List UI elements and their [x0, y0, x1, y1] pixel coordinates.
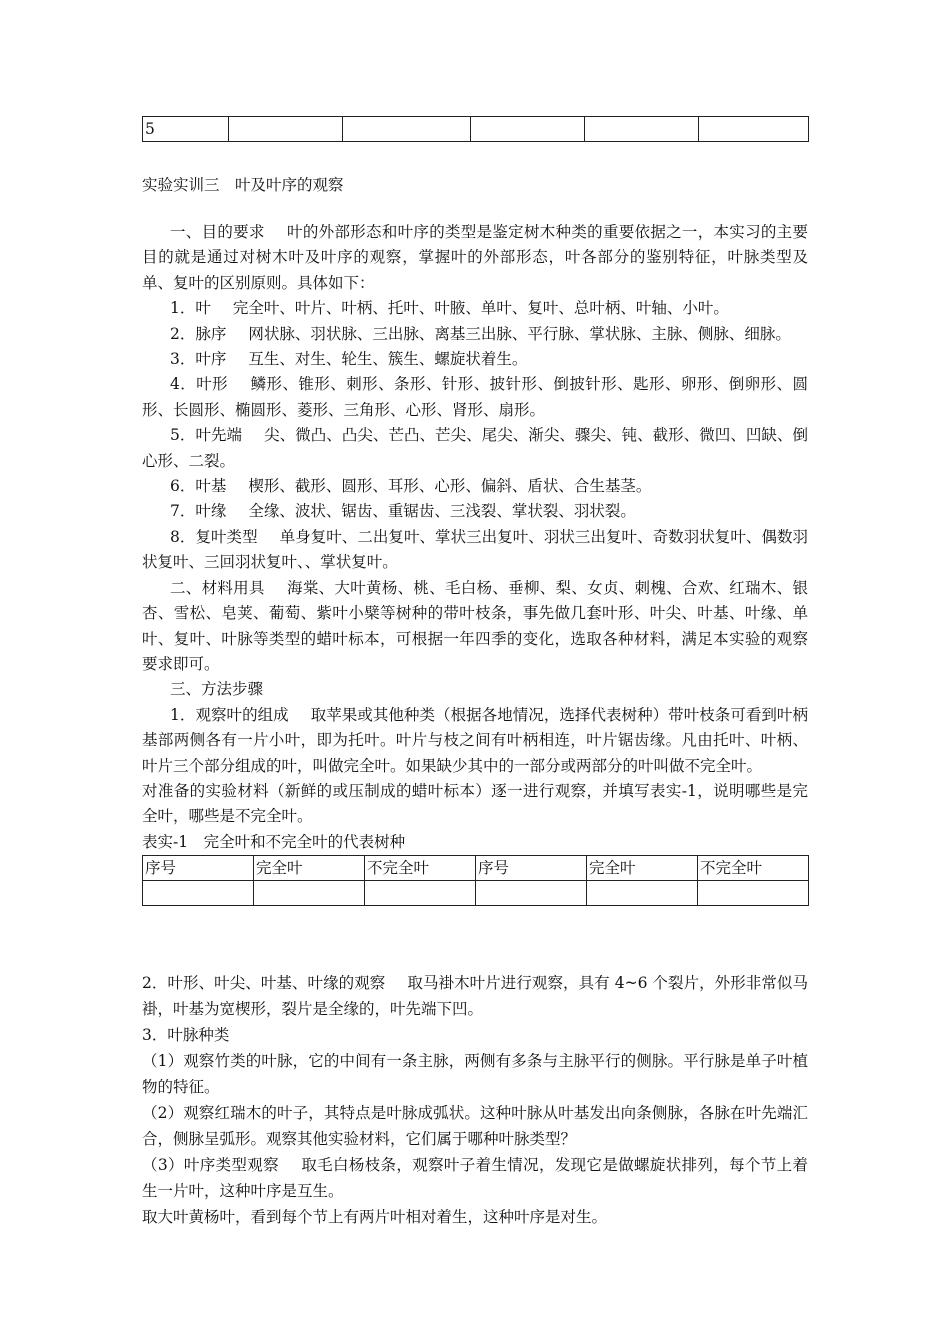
table-cell: [476, 881, 587, 906]
table-cell: [254, 881, 365, 906]
paragraph-step1: 1．观察叶的组成 取苹果或其他种类（根据各地情况，选择代表树种）带叶枝条可看到叶柄基部两侧各有一片小叶，即为托叶。叶片与枝之间有叶柄相连，叶片锯齿缘。凡由托叶、叶柄、叶片三个部分组成的叶，叫做完全叶。如果缺少其中的一部分或两部分的叶叫做不完全叶。: [142, 705, 808, 775]
list-item: 4．叶形 鳞形、锥形、刺形、条形、针形、披针形、倒披针形、匙形、卵形、倒卵形、圆形、长圆形、椭圆形、菱形、三角形、心形、肾形、扇形。: [142, 375, 808, 419]
list-item: 3．叶序 互生、对生、轮生、簇生、螺旋状着生。: [170, 350, 528, 369]
table-cell: [343, 117, 471, 142]
table-header-cell: 完全叶: [587, 856, 698, 881]
table-row: [143, 881, 809, 906]
table-cell: [229, 117, 343, 142]
table-cell: [365, 881, 476, 906]
document-body: [142, 220, 808, 906]
list-item: 7．叶缘 全缘、波状、锯齿、重锯齿、三浅裂、掌状裂、羽状裂。: [170, 502, 636, 521]
paragraph-step2: 2．叶形、叶尖、叶基、叶缘的观察 取马褂木叶片进行观察，具有 4~6 个裂片，外形非常似马褂，叶基为宽楔形，裂片是全缘的，叶先端下凹。: [142, 974, 808, 1018]
list-item: 2．脉序 网状脉、羽状脉、三出脉、离基三出脉、平行脉、掌状脉、主脉、侧脉、细脉。: [170, 324, 791, 343]
table-cell: [587, 881, 698, 906]
species-table: [142, 855, 809, 906]
heading-methods: 三、方法步骤: [170, 680, 264, 699]
paragraph-venation-1: （1）观察竹类的叶脉，它的中间有一条主脉，两侧有多条与主脉平行的侧脉。平行脉是单子叶植物的特征。: [142, 1052, 808, 1096]
table-header-cell: 完全叶: [254, 856, 365, 881]
table-header-row: [143, 856, 809, 881]
table-header-cell: 不完全叶: [698, 856, 809, 881]
heading-step3: 3．叶脉种类: [142, 1026, 230, 1044]
list-item: 5．叶先端 尖、微凸、凸尖、芒凸、芒尖、尾尖、渐尖、骤尖、钝、截形、微凹、凹缺、倒心形、二裂。: [142, 426, 808, 470]
table-cell: [471, 117, 585, 142]
list-item: 6．叶基 楔形、截形、圆形、耳形、心形、偏斜、盾状、合生基茎。: [170, 477, 652, 496]
list-item: 8．复叶类型 单身复叶、二出复叶、掌状三出复叶、羽状三出复叶、奇数羽状复叶、偶数羽状复叶、三回羽状复叶、、掌状复叶。: [142, 527, 808, 572]
table-cell-row-label: 5: [143, 117, 229, 142]
heading-objectives: 一、目的要求: [170, 223, 265, 241]
table-header-cell: 序号: [143, 856, 254, 881]
top-table: [142, 116, 809, 142]
table-cell: [143, 881, 254, 906]
heading-materials: 二、材料用具: [170, 578, 265, 597]
paragraph-phyllotaxy: （3）叶序类型观察 取毛白杨枝条，观察叶子着生情况，发现它是做螺旋状排列，每个节上着生一片叶，这种叶序是互生。: [142, 1156, 808, 1200]
section-title: 实验实训三 叶及叶序的观察: [142, 176, 344, 194]
paragraph-step1-note: 对准备的实验材料（新鲜的或压制成的蜡叶标本）逐一进行观察，并填写表实-1，说明哪些是完全叶，哪些是不完全叶。: [142, 781, 808, 826]
table-cell: [585, 117, 699, 142]
table-header-cell: 不完全叶: [365, 856, 476, 881]
paragraph-opposite: 取大叶黄杨叶，看到每个节上有两片叶相对着生，这种叶序是对生。: [142, 1208, 608, 1226]
table-cell: [699, 117, 809, 142]
list-item: 1．叶 完全叶、叶片、叶柄、托叶、叶腋、单叶、复叶、总叶柄、叶轴、小叶。: [170, 299, 729, 318]
paragraph-venation-2: （2）观察红瑞木的叶子，其特点是叶脉成弧状。这种叶脉从叶基发出向条侧脉，各脉在叶先端汇合，侧脉呈弧形。观察其他实验材料，它们属于哪种叶脉类型？: [142, 1104, 808, 1148]
document-body-continued: [142, 970, 808, 1230]
paragraph-objectives: [142, 220, 808, 296]
table-cell: [698, 881, 809, 906]
table-caption: 表实-1 完全叶和不完全叶的代表树种: [142, 832, 406, 851]
objectives-text: 叶的外部形态和叶序的类型是鉴定树木种类的重要依据之一，本实习的主要目的就是通过对树木叶及叶序的观察，掌握叶的外部形态，叶各部分的鉴别特征，叶脉类型及单、复叶的区别原则。具体如下：: [142, 223, 808, 292]
table-header-cell: 序号: [476, 856, 587, 881]
table-row: [143, 117, 809, 142]
paragraph-materials: 二、材料用具 海棠、大叶黄杨、桃、毛白杨、垂柳、梨、女贞、刺槐、合欢、红瑞木、银杏、雪松、皂荚、葡萄、紫叶小檗等树种的带叶枝条，事先做几套叶形、叶尖、叶基、叶缘、单叶、复叶、叶脉等类型的蜡叶标本，可根据一年四季的变化，选取各种材料，满足本实验的观察要求即可。: [142, 578, 808, 673]
